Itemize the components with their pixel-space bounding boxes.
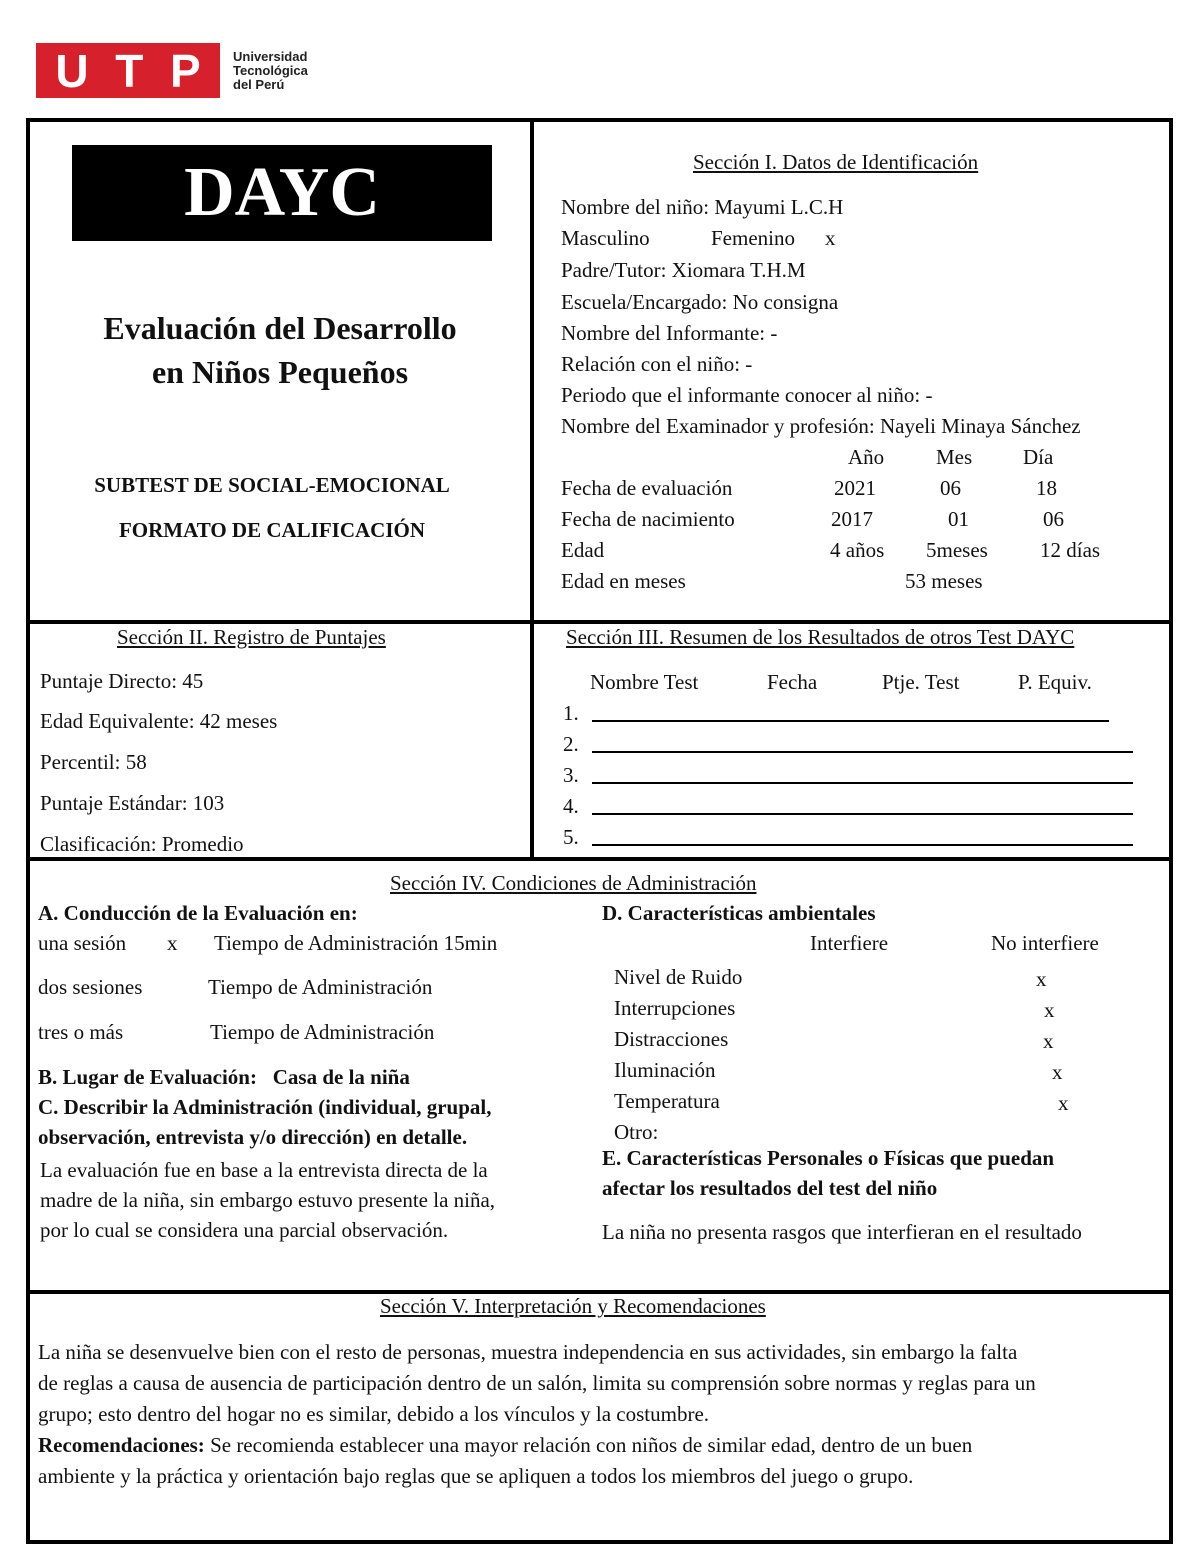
eval-year: 2021 (834, 476, 876, 500)
col-year: Año (848, 445, 885, 469)
section3-title: Sección III. Resumen de los Resultados de otros Test DAYC (566, 625, 1075, 649)
gender-femenino: Femenino (711, 226, 795, 250)
test-row-number: 1. (563, 701, 579, 725)
col-test-date: Fecha (767, 670, 818, 694)
recommendations-text: Se recomienda establecer una mayor relación con niños de similar edad, dentro de un buen (204, 1433, 973, 1457)
evaluation-place: B. Lugar de Evaluación: Casa de la niña (38, 1065, 410, 1089)
test-row-number: 4. (563, 794, 579, 818)
conduction-title: A. Conducción de la Evaluación en: (38, 901, 358, 925)
birth-day: 06 (1043, 507, 1064, 531)
dayc-banner: DAYC (72, 145, 492, 241)
temperature-mark: x (1058, 1091, 1069, 1115)
recommendations-line2: ambiente y la práctica y orientación bajo reglas que se apliquen a todos los miembros del juego o grupo. (38, 1464, 914, 1488)
test-row-number: 3. (563, 763, 579, 787)
three-sessions: tres o más (38, 1020, 124, 1044)
direct-score: Puntaje Directo: 45 (40, 669, 204, 693)
interruptions-mark: x (1044, 998, 1055, 1022)
environment-title: D. Características ambientales (602, 901, 876, 925)
describe-admin-line1: C. Describir la Administración (individual, grupal, (38, 1095, 492, 1119)
divider-vertical-top (530, 118, 534, 860)
tutor: Padre/Tutor: Xiomara T.H.M (561, 258, 806, 282)
birth-year: 2017 (831, 507, 873, 531)
col-interfiere: Interfiere (810, 931, 889, 955)
birth-month: 01 (948, 507, 969, 531)
admin-time-1: Tiempo de Administración 15min (214, 931, 498, 955)
describe-text-line3: por lo cual se considera una parcial observación. (40, 1218, 449, 1242)
recommendations-line (38, 1433, 972, 1458)
col-test-equiv: P. Equiv. (1018, 670, 1092, 694)
test-row-number: 5. (563, 825, 579, 849)
lighting-mark: x (1052, 1060, 1063, 1084)
other: Otro: (614, 1120, 659, 1144)
school: Escuela/Encargado: No consigna (561, 290, 839, 314)
test-row-line (592, 813, 1133, 815)
eval-month: 06 (940, 476, 961, 500)
subtest-title: SUBTEST DE SOCIAL-EMOCIONAL (94, 473, 450, 497)
test-row-line (592, 844, 1133, 846)
col-test-name: Nombre Test (590, 670, 699, 694)
age-years: 4 años (830, 538, 885, 562)
describe-text-line2: madre de la niña, sin embargo estuvo presente la niña, (40, 1188, 496, 1212)
two-sessions: dos sesiones (38, 975, 143, 999)
logo-letter-t: T (115, 44, 144, 97)
relation: Relación con el niño: - (561, 352, 753, 376)
logo-letter-u: U (55, 44, 89, 97)
one-session-mark: x (167, 931, 178, 955)
interpretation-line1: La niña se desenvuelve bien con el resto de personas, muestra independencia en sus actividades, sin embargo la falta (38, 1340, 1018, 1364)
eval-date-label: Fecha de evaluación (561, 476, 733, 500)
lighting: Iluminación (614, 1058, 716, 1082)
section2-title: Sección II. Registro de Puntajes (117, 625, 386, 649)
one-session: una sesión (38, 931, 127, 955)
classification: Clasificación: Promedio (40, 832, 244, 856)
section5-title: Sección V. Interpretación y Recomendaciones (380, 1294, 766, 1318)
format-title: FORMATO DE CALIFICACIÓN (118, 518, 426, 542)
age-months-value: 53 meses (905, 569, 983, 593)
section4-title: Sección IV. Condiciones de Administración (390, 871, 757, 895)
personal-title-line2: afectar los resultados del test del niño (602, 1176, 938, 1200)
noise-level: Nivel de Ruido (614, 965, 743, 989)
col-month: Mes (936, 445, 973, 469)
age-days: 12 días (1040, 538, 1101, 562)
col-no-interfiere: No interfiere (991, 931, 1099, 955)
main-title-line1: Evaluación del Desarrollo (103, 310, 457, 346)
logo-letter-p: P (169, 44, 201, 97)
examiner: Nombre del Examinador y profesión: Nayeli Minaya Sánchez (561, 414, 1081, 438)
section1-title: Sección I. Datos de Identificación (693, 150, 979, 174)
test-row-number: 2. (563, 732, 579, 756)
child-name: Nombre del niño: Mayumi L.C.H (561, 195, 844, 219)
eval-day: 18 (1036, 476, 1057, 500)
birth-date-label: Fecha de nacimiento (561, 507, 735, 531)
admin-time-2: Tiempo de Administración (208, 975, 433, 999)
personal-title-line1: E. Características Personales o Físicas que puedan (602, 1146, 1055, 1170)
age-months: 5meses (926, 538, 988, 562)
age-label: Edad (561, 538, 605, 562)
percentile: Percentil: 58 (40, 750, 147, 774)
test-row-line (592, 751, 1133, 753)
temperature: Temperatura (614, 1089, 720, 1113)
interpretation-line3: grupo; esto dentro del hogar no es similar, debido a los vínculos y la costumbre. (38, 1402, 710, 1426)
col-day: Día (1023, 445, 1054, 469)
test-row-line (592, 782, 1133, 784)
divider-sec2 (26, 857, 1173, 861)
admin-time-3: Tiempo de Administración (210, 1020, 435, 1044)
test-row-line (592, 720, 1109, 722)
main-title-line2: en Niños Pequeños (151, 354, 409, 390)
col-test-score: Ptje. Test (882, 670, 960, 694)
describe-text-line1: La evaluación fue en base a la entrevista directa de la (40, 1158, 488, 1182)
informant: Nombre del Informante: - (561, 321, 778, 345)
distractions: Distracciones (614, 1027, 729, 1051)
personal-text: La niña no presenta rasgos que interfieran en el resultado (602, 1220, 1082, 1244)
divider-sec1 (26, 620, 1173, 624)
period: Periodo que el informante conocer al niño: - (561, 383, 933, 407)
age-months-label: Edad en meses (561, 569, 686, 593)
gender-masculino: Masculino (561, 226, 650, 250)
recommendations-label: Recomendaciones: (38, 1433, 205, 1457)
gender-femenino-mark: x (825, 226, 836, 250)
noise-mark: x (1036, 967, 1047, 991)
interruptions: Interrupciones (614, 996, 736, 1020)
equivalent-age: Edad Equivalente: 42 meses (40, 709, 278, 733)
distractions-mark: x (1043, 1029, 1054, 1053)
describe-admin-line2: observación, entrevista y/o dirección) en detalle. (38, 1125, 468, 1149)
utp-logo (36, 43, 220, 98)
interpretation-line2: de reglas a causa de ausencia de participación dentro de un salón, limita su comprensión sobre normas y reglas para un (38, 1371, 1036, 1395)
standard-score: Puntaje Estándar: 103 (40, 791, 225, 815)
logo-text: Universidad Tecnológica del Perú (233, 49, 308, 92)
